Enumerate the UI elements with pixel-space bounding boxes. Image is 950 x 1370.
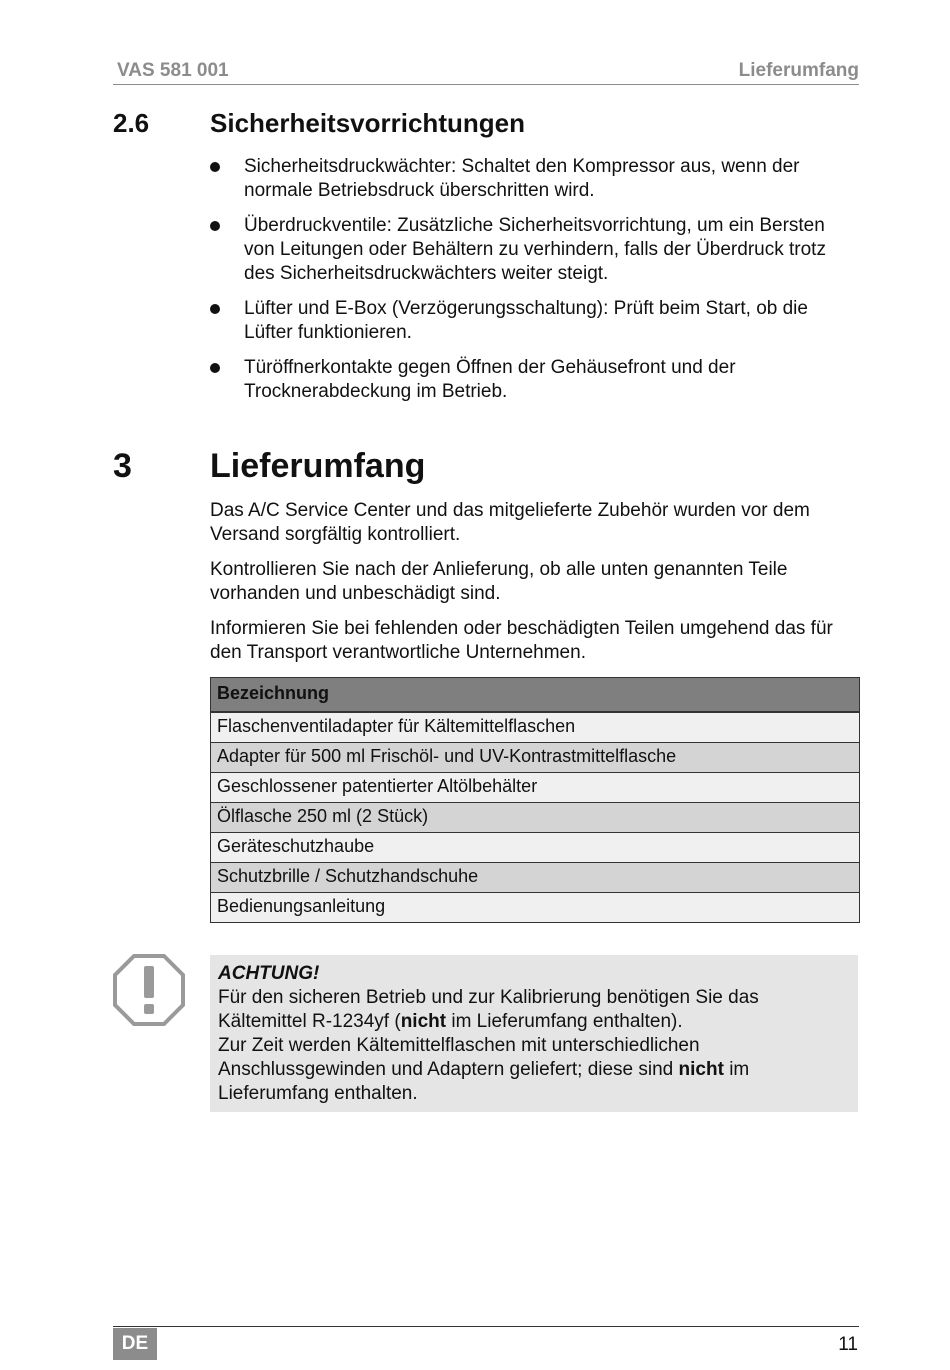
notice-text <box>218 986 848 1034</box>
notice-emphasis: nicht <box>400 1011 447 1032</box>
table-row: Schutzbrille / Schutzhandschuhe <box>211 862 859 892</box>
list-item-text: Sicherheitsdruckwächter: Schaltet den Kompressor aus, wenn der normale Betriebsdruck überschritten wird. <box>244 156 800 201</box>
paragraph: Kontrollieren Sie nach der Anlieferung, ob alle unten genannten Teile vorhanden und unbeschädigt sind. <box>210 559 788 604</box>
section-number: 2.6 <box>113 108 150 138</box>
section-title: Sicherheitsvorrichtungen <box>210 108 525 138</box>
table-header: Bezeichnung <box>211 678 859 712</box>
notice-emphasis: nicht <box>678 1059 724 1080</box>
page-number: 11 <box>838 1334 858 1355</box>
document-id: VAS 581 001 <box>117 60 229 81</box>
bullet-icon <box>210 363 220 373</box>
list-item <box>210 214 860 286</box>
list-item-text: Überdruckventile: Zusätzliche Sicherheitsvorrichtung, um ein Bersten von Leitungen oder Behältern zu verhindern, falls der Überdruck trotz des Sicherheitsdruckwächters weiter steigt. <box>244 215 826 284</box>
warning-notice <box>210 955 858 1112</box>
notice-text-part: Zur Zeit werden Kältemittelflaschen mit unterschiedlichen Anschlussgewinden und Adaptern geliefert; diese sind <box>218 1035 700 1080</box>
notice-text-part: im Lieferumfang enthalten). <box>446 1011 683 1032</box>
list-item-text: Lüfter und E-Box (Verzögerungsschaltung): Prüft beim Start, ob die Lüfter funktionieren. <box>244 298 808 343</box>
table-row: Geschlossener patentierter Altölbehälter <box>211 772 859 802</box>
list-item <box>210 155 860 203</box>
safety-devices-list <box>210 155 860 415</box>
notice-text-part: Für den sicheren Betrieb und zur Kalibrierung benötigen Sie das Kältemittel R-1234yf ( <box>218 987 759 1032</box>
language-badge: DE <box>113 1328 157 1360</box>
bullet-icon <box>210 221 220 231</box>
list-item <box>210 356 860 404</box>
table-row: Flaschenventiladapter für Kältemittelflaschen <box>211 712 859 742</box>
notice-text <box>218 1034 848 1106</box>
delivery-contents-table <box>210 677 860 923</box>
table-row: Bedienungsanleitung <box>211 892 859 922</box>
notice-label: ACHTUNG! <box>218 963 320 984</box>
section-number: 3 <box>113 447 132 485</box>
header-section-title: Lieferumfang <box>738 60 859 81</box>
bullet-icon <box>210 162 220 172</box>
table-row: Ölflasche 250 ml (2 Stück) <box>211 802 859 832</box>
list-item <box>210 297 860 345</box>
table-row: Adapter für 500 ml Frischöl- und UV-Kontrastmittelflasche <box>211 742 859 772</box>
paragraph: Informieren Sie bei fehlenden oder beschädigten Teilen umgehend das für den Transport verantwortliche Unternehmen. <box>210 618 833 663</box>
notice-text-part: im Lieferumfang enthalten. <box>218 1059 750 1104</box>
table-row: Geräteschutzhaube <box>211 832 859 862</box>
warning-icon <box>113 954 185 1026</box>
paragraph: Das A/C Service Center und das mitgelieferte Zubehör wurden vor dem Versand sorgfältig kontrolliert. <box>210 500 810 545</box>
list-item-text: Türöffnerkontakte gegen Öffnen der Gehäusefront und der Trocknerabdeckung im Betrieb. <box>244 357 736 402</box>
footer-divider <box>113 1326 859 1327</box>
section-title: Lieferumfang <box>210 447 426 485</box>
page-header <box>113 58 859 85</box>
bullet-icon <box>210 304 220 314</box>
